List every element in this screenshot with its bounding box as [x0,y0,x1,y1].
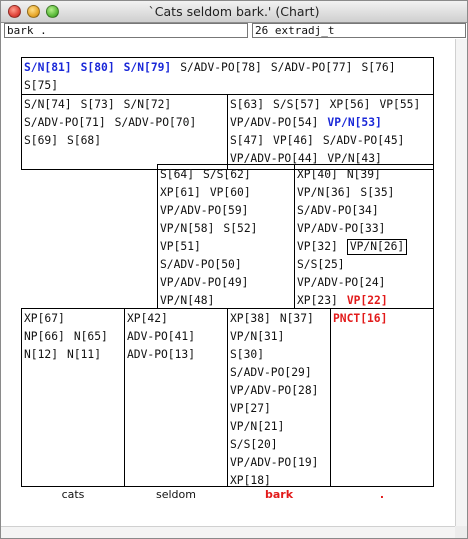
chart-edge[interactable]: S/S[20] [230,438,278,451]
chart-edge[interactable]: VP/ADV-PO[19] [230,456,319,469]
chart-edge[interactable]: S[68] [67,134,102,147]
chart-edge[interactable]: VP[27] [230,402,271,415]
chart-edge[interactable]: XP[38] [230,312,271,325]
chart-edge[interactable]: VP[22] [346,294,388,307]
chart-edge[interactable]: S/N[74] [24,98,72,111]
chart-edge[interactable]: S/S[57] [273,98,321,111]
chart-edge[interactable]: S/S[62] [203,168,251,181]
status-bar [4,23,466,38]
chart-edge[interactable]: VP/N[48] [160,294,215,307]
word-label: seldom [156,488,196,501]
chart-edge[interactable]: S[80] [80,61,115,74]
chart-edge[interactable]: N[12] [24,348,59,361]
word-label: cats [61,488,85,501]
chart-edge[interactable]: VP/ADV-PO[49] [160,276,249,289]
chart-edge[interactable]: VP/ADV-PO[59] [160,204,249,217]
chart-cell-word-period[interactable] [330,308,434,487]
chart-edge[interactable]: VP/N[31] [230,330,285,343]
chart-edge[interactable]: S/ADV-PO[29] [230,366,312,379]
chart-edge[interactable]: ADV-PO[41] [127,330,196,343]
chart-edge[interactable]: S/ADV-PO[71] [24,116,106,129]
word-label: . [379,488,385,501]
chart-edge[interactable]: S/ADV-PO[34] [297,204,379,217]
chart-edge[interactable]: N[11] [67,348,102,361]
chart-cell-row1-span3b[interactable] [227,94,434,170]
chart-edge[interactable]: VP/ADV-PO[24] [297,276,386,289]
chart-edge[interactable]: XP[67] [24,312,65,325]
resize-grip[interactable] [455,526,467,538]
status-edge-info: 26 extradj_t [252,23,466,38]
chart-edge[interactable]: VP[51] [160,240,201,253]
chart-edge[interactable]: VP[55] [379,98,421,111]
chart-edge[interactable]: S[64] [160,168,195,181]
chart-edge[interactable]: VP/ADV-PO[28] [230,384,319,397]
chart-edge[interactable]: XP[18] [230,474,271,487]
chart-edge[interactable]: S/ADV-PO[70] [114,116,197,129]
chart-cell-row0-span4[interactable] [21,57,434,95]
horizontal-scrollbar[interactable] [1,526,455,538]
chart-edge[interactable]: VP/N[58] [160,222,215,235]
status-selection: bark . [4,23,248,38]
chart-edge[interactable]: VP/N[36] [297,186,352,199]
chart-edge[interactable]: S/ADV-PO[77] [270,61,353,74]
chart-cell-word-cats[interactable] [21,308,125,487]
chart-cell-row1-span3a[interactable] [21,94,228,170]
chart-edge[interactable]: S[76] [361,61,396,74]
title-bar[interactable] [1,1,467,23]
chart-edge[interactable]: S/ADV-PO[50] [160,258,242,271]
chart-edge[interactable]: VP/N[53] [327,116,382,129]
chart-edge[interactable]: VP/ADV-PO[33] [297,222,386,235]
chart-edge[interactable]: S/N[79] [123,61,172,74]
chart-edge[interactable]: S/ADV-PO[78] [180,61,262,74]
chart-edge[interactable]: VP/ADV-PO[54] [230,116,319,129]
chart-edge[interactable]: S[52] [223,222,258,235]
chart-edge[interactable]: N[37] [279,312,314,325]
chart-edge[interactable]: XP[56] [329,98,371,111]
chart-edge[interactable]: NP[66] [24,330,65,343]
chart-edge[interactable]: S[73] [80,98,115,111]
window-title: `Cats seldom bark.' (Chart) [148,4,320,19]
chart-edge[interactable]: S/N[81] [24,61,72,74]
chart-edge[interactable]: VP/N[43] [327,152,382,165]
chart-cell-row2-span2b[interactable] [294,164,434,309]
chart-edge[interactable]: S[47] [230,134,265,147]
chart-edge[interactable]: XP[23] [297,294,338,307]
chart-edge[interactable]: S[63] [230,98,265,111]
chart-edge[interactable]: N[39] [346,168,381,181]
chart-edge[interactable]: XP[42] [127,312,168,325]
chart-edge[interactable]: S/ADV-PO[45] [322,134,405,147]
chart-edge[interactable]: VP[32] [297,240,338,253]
chart-edge[interactable]: S[75] [24,79,59,92]
chart-edge[interactable]: VP[46] [273,134,314,147]
parse-chart [1,39,455,526]
chart-edge[interactable]: VP/N[26] [347,239,407,255]
chart-edge[interactable]: VP/ADV-PO[44] [230,152,319,165]
chart-edge[interactable]: S/N[72] [123,98,172,111]
chart-edge[interactable]: VP[60] [209,186,251,199]
chart-cell-word-seldom[interactable] [124,308,228,487]
chart-edge[interactable]: S[69] [24,134,59,147]
chart-edge[interactable]: XP[40] [297,168,338,181]
chart-edge[interactable]: S[30] [230,348,265,361]
word-label: bark [264,488,294,501]
chart-edge[interactable]: PNCT[16] [333,312,388,325]
vertical-scrollbar[interactable] [455,39,467,526]
chart-edge[interactable]: S[35] [360,186,395,199]
chart-edge[interactable]: ADV-PO[13] [127,348,196,361]
chart-edge[interactable]: VP/N[21] [230,420,285,433]
chart-edge[interactable]: S/S[25] [297,258,345,271]
chart-edge[interactable]: N[65] [73,330,108,343]
chart-edge[interactable]: XP[61] [160,186,201,199]
chart-cell-row2-span2a[interactable] [157,164,295,309]
chart-cell-word-bark[interactable] [227,308,331,487]
